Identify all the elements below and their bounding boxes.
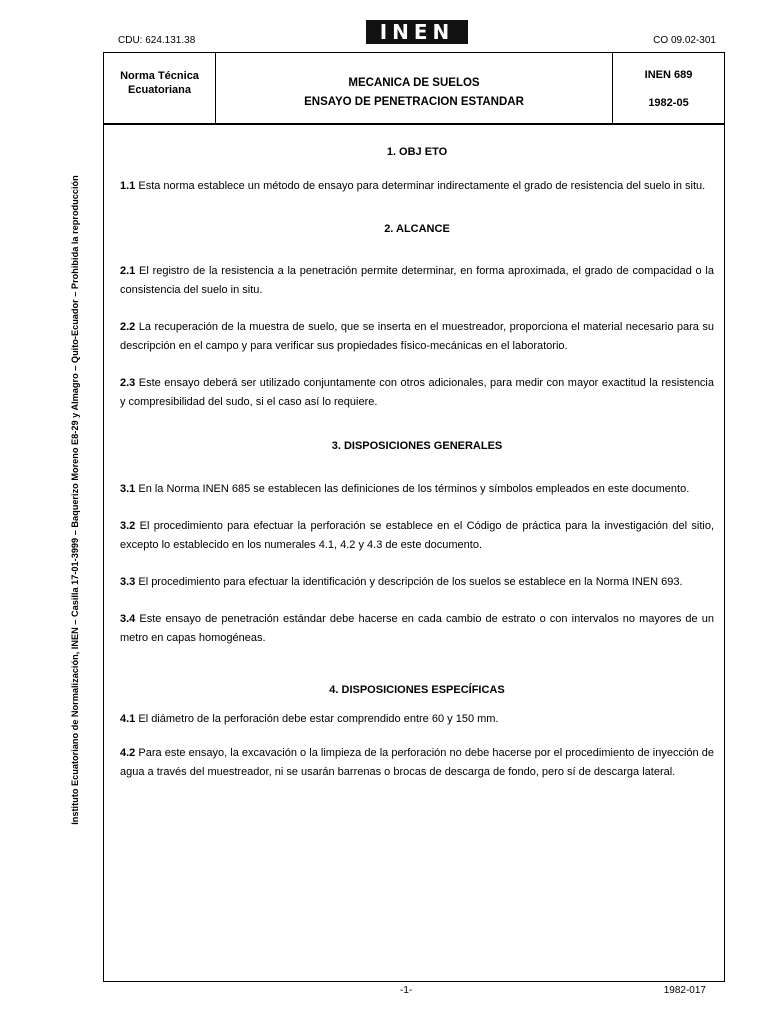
header-box bbox=[104, 53, 724, 125]
cdu-code: CDU: 624.131.38 bbox=[118, 35, 196, 46]
section-heading-3: 3. DISPOSICIONES GENERALES bbox=[331, 440, 503, 452]
norm-type-line2: Ecuatoriana bbox=[128, 84, 191, 96]
section-heading-1: 1. OBJ ETO bbox=[386, 146, 448, 158]
norm-date: 1982-05 bbox=[648, 97, 689, 109]
norm-number: INEN 689 bbox=[644, 69, 693, 81]
paragraph-3-1: 3.1 En la Norma INEN 685 se establecen las definiciones de los términos y símbolos empleados en este documento. bbox=[120, 483, 690, 495]
inen-logo: INEN bbox=[366, 20, 468, 44]
paragraph-3-4: 3.4 Este ensayo de penetración estándar debe hacerse en cada cambio de estrato o con intervalos no mayores de un metro en capas homogéneas. bbox=[120, 613, 714, 644]
sidebar-vertical-text: Instituto Ecuatoriano de Normalización, INEN – Casilla 17-01-3999 – Baquerizo Moreno E8-29 y Almagro – Quito-Ecuador – Prohibida la reproducción bbox=[70, 175, 80, 825]
title-line2: ENSAYO DE PENETRACION ESTANDAR bbox=[304, 96, 524, 108]
paragraph-4-1: 4.1 El diámetro de la perforación debe estar comprendido entre 60 y 150 mm. bbox=[120, 713, 499, 725]
paragraph-2-1: 2.1 El registro de la resistencia a la penetración permite determinar, en forma aproximada, el grado de compacidad o la consistencia del suelo in situ. bbox=[120, 265, 714, 296]
norm-type-line1: Norma Técnica bbox=[120, 70, 199, 82]
paragraph-2-2: 2.2 La recuperación de la muestra de suelo, que se inserta en el muestreador, proporciona el material necesario para su descripción en el campo y para verificar sus propiedades físico-mecánicas en el laboratorio. bbox=[120, 321, 714, 352]
header-norm-id bbox=[612, 53, 724, 123]
document-code: CO 09.02-301 bbox=[653, 35, 716, 46]
paragraph-2-3: 2.3 Este ensayo deberá ser utilizado conjuntamente con otros adicionales, para medir con mayor exactitud la resistencia y compresibilidad del sudo, si el caso así lo requiere. bbox=[120, 377, 714, 408]
paragraph-3-2: 3.2 El procedimiento para efectuar la perforación se establece en el Código de práctica para la investigación del sitio, excepto lo establecido en los numerales 4.1, 4.2 y 4.3 de este documento. bbox=[120, 520, 714, 551]
title-line1: MECANICA DE SUELOS bbox=[348, 77, 480, 89]
paragraph-4-2: 4.2 Para este ensayo, la excavación o la limpieza de la perforación no debe hacerse por el procedimiento de inyección de agua a través del muestreador, ni se usarán barrenas o brocas de descarga de fondo, pero sí de descarga lateral. bbox=[120, 747, 714, 778]
page-number: -1- bbox=[400, 985, 413, 996]
paragraph-3-3: 3.3 El procedimiento para efectuar la identificación y descripción de los suelos se establece en la Norma INEN 693. bbox=[120, 576, 683, 588]
section-heading-2: 2. ALCANCE bbox=[384, 223, 450, 235]
header-norm-type bbox=[104, 53, 216, 123]
footer-code: 1982-017 bbox=[663, 985, 706, 996]
paragraph-1-1: 1.1 Esta norma establece un método de ensayo para determinar indirectamente el grado de resistencia del suelo in situ. bbox=[120, 180, 706, 192]
document-body bbox=[120, 146, 714, 782]
header-title bbox=[216, 53, 612, 123]
section-heading-4: 4. DISPOSICIONES ESPECÍFICAS bbox=[329, 684, 505, 696]
